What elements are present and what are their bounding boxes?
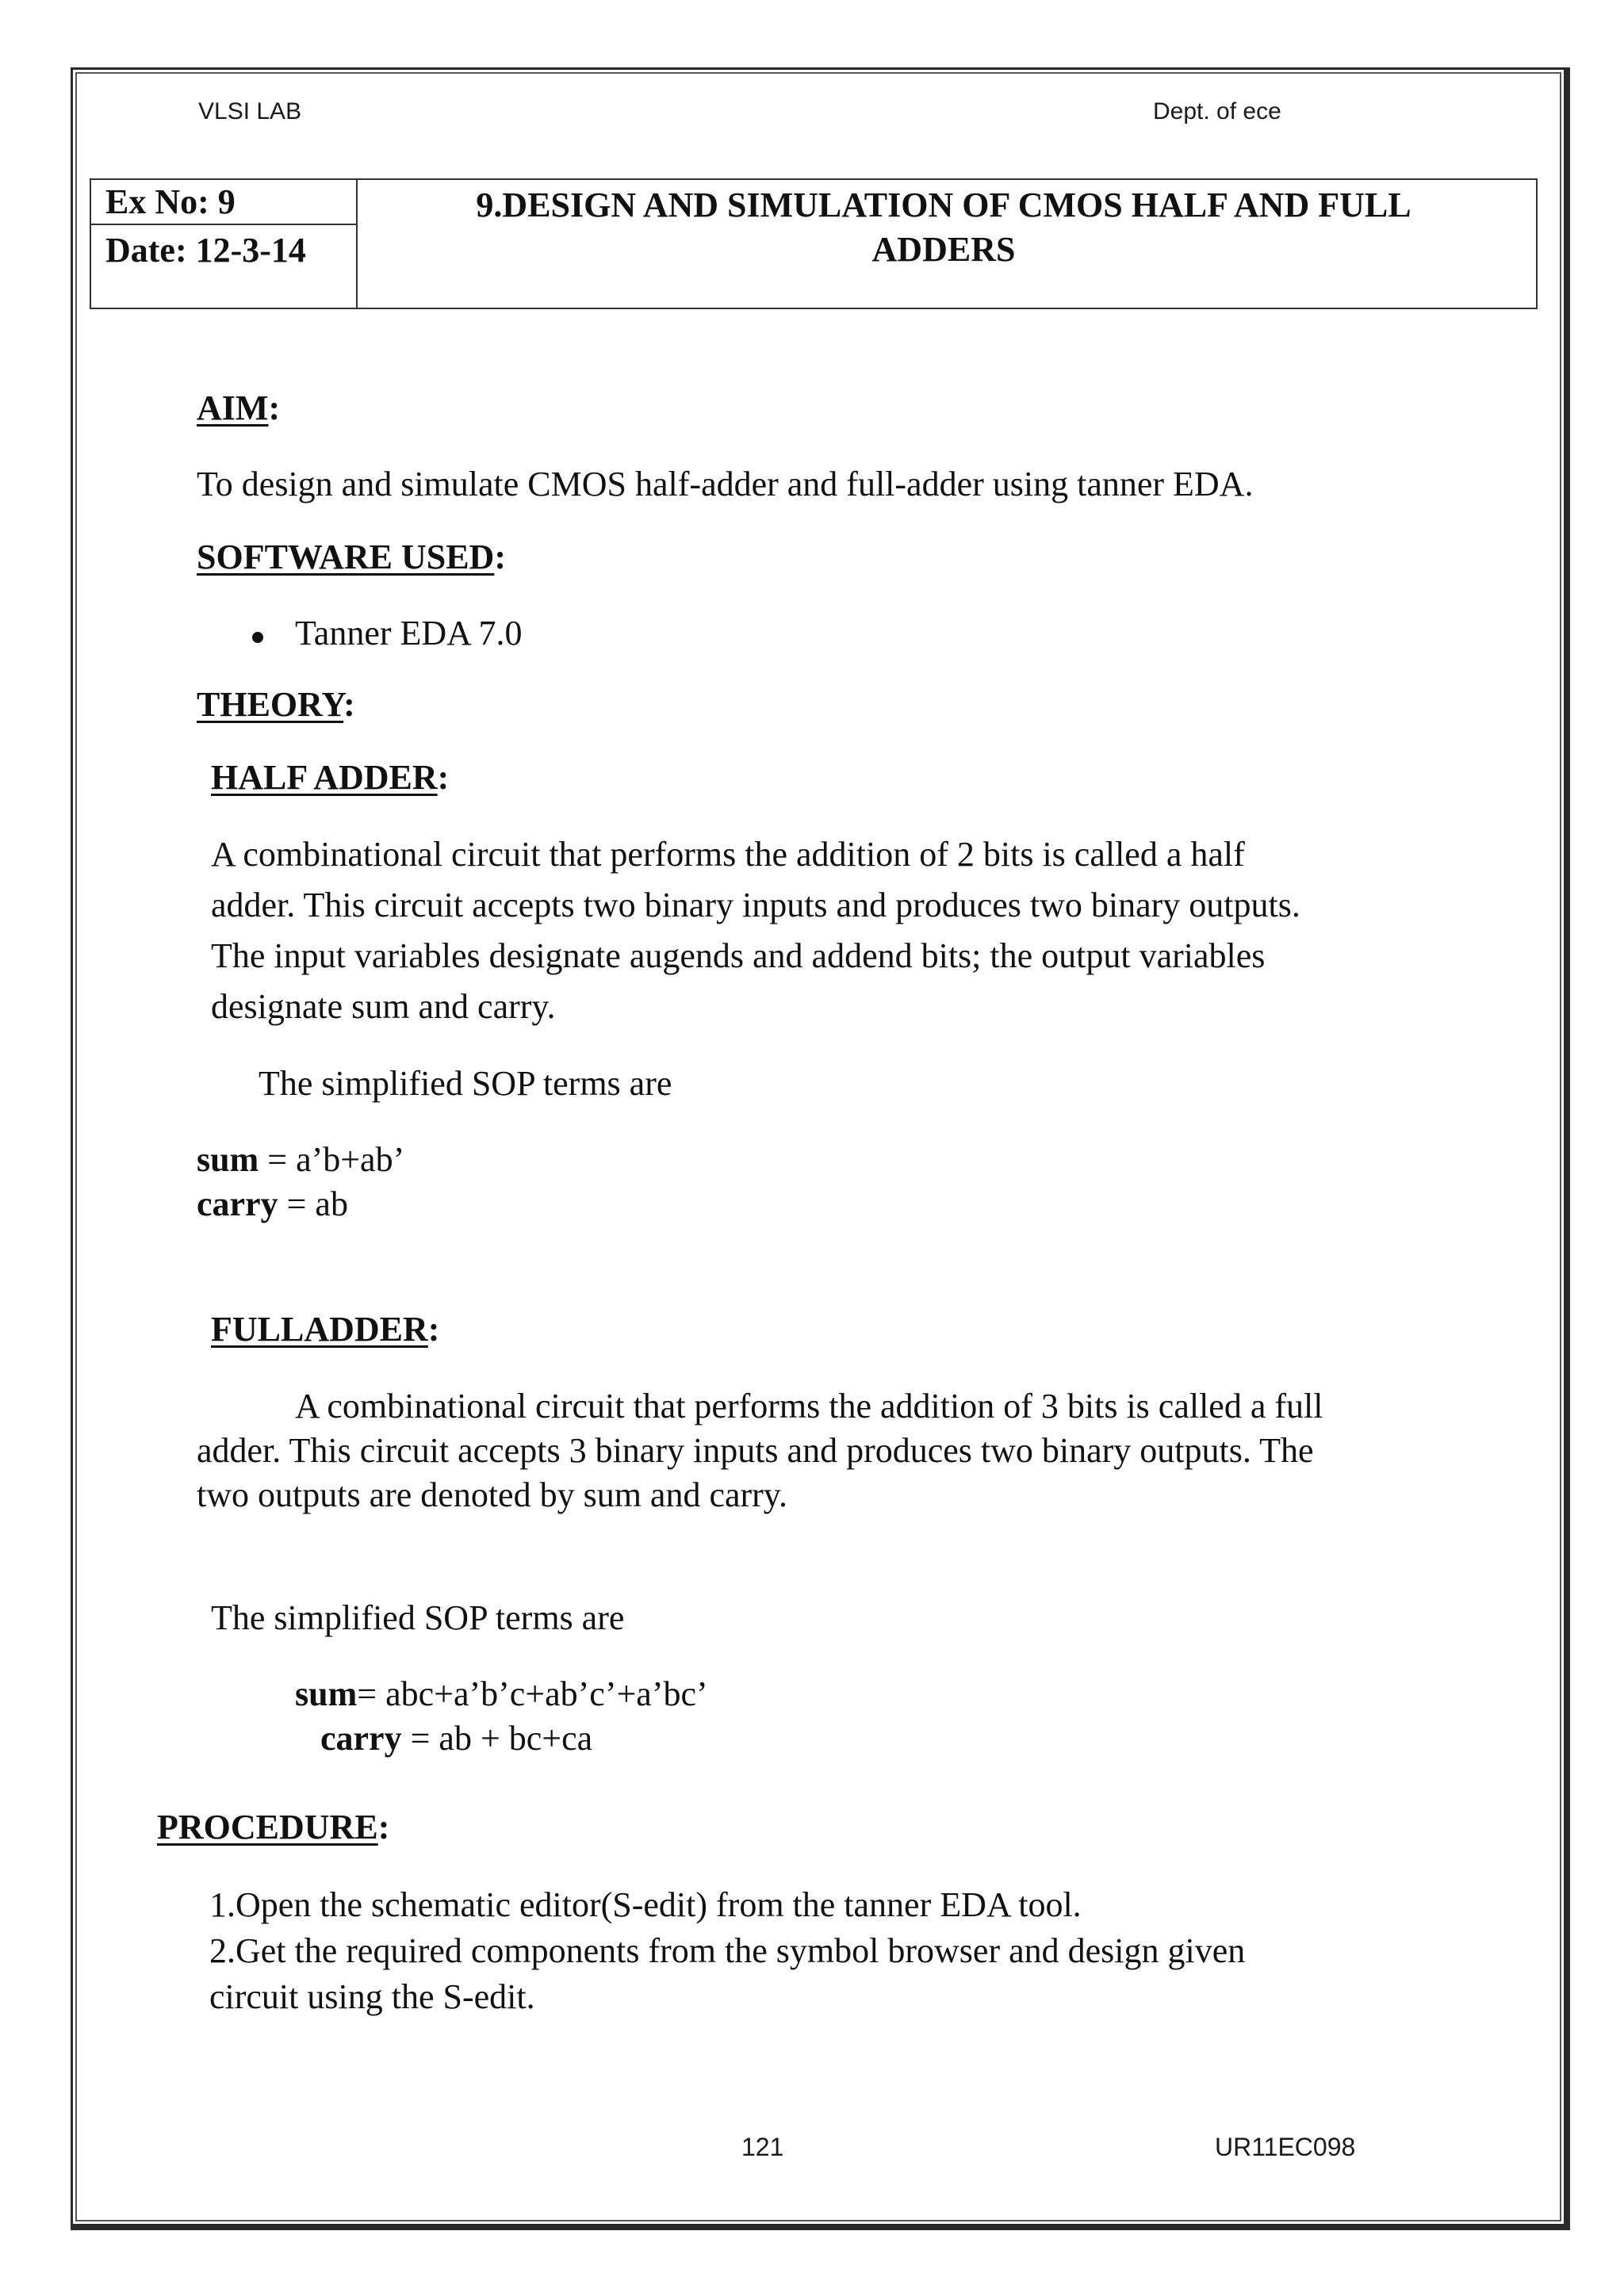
half-adder-heading: HALF ADDER:	[211, 758, 450, 797]
paragraph-line: designate sum and carry.	[211, 987, 556, 1026]
paragraph-line: A combinational circuit that performs the addition of 2 bits is called a half	[211, 835, 1245, 874]
full-adder-carry-equation: carry = ab + bc+ca	[320, 1719, 593, 1758]
header-lab-name: VLSI LAB	[198, 98, 302, 124]
date: Date: 12-3-14	[105, 231, 306, 270]
title-line-1: 9.DESIGN AND SIMULATION OF CMOS HALF AND FULL	[476, 186, 1411, 224]
half-adder-paragraph	[211, 829, 1496, 1032]
title-table	[90, 178, 1538, 309]
paragraph-line: adder. This circuit accepts 3 binary inputs and produces two binary outputs. The	[197, 1431, 1314, 1470]
student-id: UR11EC098	[1215, 2133, 1356, 2161]
full-adder-sop-intro: The simplified SOP terms are	[211, 1598, 625, 1637]
title-line-2: ADDERS	[871, 230, 1016, 269]
paragraph-line: The input variables designate augends and addend bits; the output variables	[211, 936, 1266, 975]
procedure-step: 2.Get the required components from the symbol browser and design given	[209, 1931, 1246, 1970]
software-item: Tanner EDA 7.0	[295, 614, 523, 652]
paragraph-line: A combinational circuit that performs the addition of 3 bits is called a full	[295, 1387, 1323, 1425]
half-adder-sop-intro: The simplified SOP terms are	[259, 1064, 672, 1103]
software-heading: SOFTWARE USED:	[197, 538, 506, 576]
aim-heading: AIM:	[197, 388, 281, 427]
procedure-step: 1.Open the schematic editor(S-edit) from the tanner EDA tool.	[209, 1885, 1082, 1924]
paragraph-line: adder. This circuit accepts two binary inputs and produces two binary outputs.	[211, 886, 1300, 924]
full-adder-paragraph-cont	[197, 1429, 1497, 1517]
ex-no: Ex No: 9	[105, 182, 236, 221]
procedure-heading: PROCEDURE:	[157, 1808, 390, 1846]
procedure-steps	[209, 1882, 1510, 2020]
half-adder-carry-equation: carry = ab	[197, 1184, 348, 1223]
full-adder-sum-equation: sum= abc+a’b’c+ab’c’+a’bc’	[295, 1674, 708, 1713]
theory-heading: THEORY:	[197, 685, 355, 724]
header-department: Dept. of ece	[1153, 98, 1281, 124]
full-adder-paragraph	[197, 1384, 1497, 1429]
bullet-icon	[252, 632, 263, 643]
procedure-step: circuit using the S-edit.	[209, 1977, 535, 2016]
ex-no-cell	[91, 180, 358, 225]
page-number: 121	[741, 2133, 784, 2161]
experiment-title	[361, 183, 1526, 272]
paragraph-line: two outputs are denoted by sum and carry.	[197, 1475, 787, 1514]
half-adder-sum-equation: sum = a’b+ab’	[197, 1140, 405, 1179]
full-adder-heading: FULLADDER:	[211, 1310, 440, 1349]
date-cell	[91, 225, 358, 309]
aim-text: To design and simulate CMOS half-adder and full-adder using tanner EDA.	[197, 465, 1254, 503]
